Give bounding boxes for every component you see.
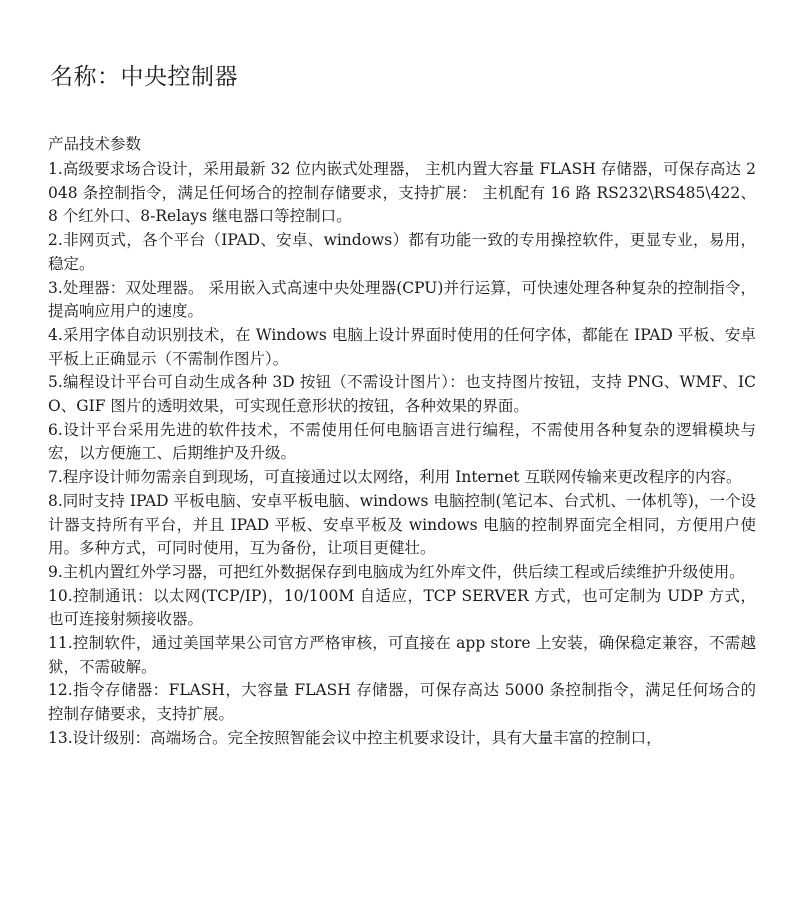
param-item: 3.处理器：双处理器。 采用嵌入式高速中央处理器(CPU)并行运算，可快速处理各种复杂的控制指令，提高响应用户的速度。 (48, 278, 756, 321)
param-item: 4.采用字体自动识别技术，在 Windows 电脑上设计界面时使用的任何字体，都能在 IPAD 平板、安卓平板上正确显示（不需制作图片）。 (48, 325, 756, 368)
param-item: 13.设计级别：高端场合。完全按照智能会议中控主机要求设计，具有大量丰富的控制口， (48, 728, 662, 747)
param-item: 6.设计平台采用先进的软件技术，不需使用任何电脑语言进行编程，不需使用各种复杂的逻辑模块与宏，以方便施工、后期维护及升级。 (48, 420, 756, 463)
param-list (48, 158, 756, 751)
param-item: 5.编程设计平台可自动生成各种 3D 按钮（不需设计图片）：也支持图片按钮，支持 PNG、WMF、ICO、GIF 图片的透明效果，可实现任意形状的按钮，各种效果的界面。 (48, 373, 756, 416)
page-title: 名称：中央控制器 (50, 64, 238, 90)
param-item: 11.控制软件，通过美国苹果公司官方严格审核，可直接在 app store 上安装，确保稳定兼容，不需越狱，不需破解。 (48, 634, 756, 676)
param-item: 1.高级要求场合设计，采用最新 32 位内嵌式处理器， 主机内置大容量 FLASH 存储器，可保存高达 2048 条控制指令，满足任何场合的控制存储要求，支持扩展： 主机配有 16 路 RS232\RS485\422、8 个红外口、8-Relays 继电器口等控制口。 (48, 160, 756, 226)
param-item: 12.指令存储器：FLASH，大容量 FLASH 存储器，可保存高达 5000 条控制指令，满足任何场合的控制存储要求，支持扩展。 (48, 681, 756, 724)
section-heading: 产品技术参数 (48, 135, 142, 153)
param-item: 2.非网页式，各个平台（IPAD、安卓、windows）都有功能一致的专用操控软件，更显专业，易用，稳定。 (48, 231, 756, 273)
param-item: 10.控制通讯：以太网(TCP/IP)，10/100M 自适应，TCP SERVER 方式，也可定制为 UDP 方式，也可连接射频接收器。 (48, 586, 756, 629)
document (48, 58, 756, 751)
param-item: 8.同时支持 IPAD 平板电脑、安卓平板电脑、windows 电脑控制(笔记本、台式机、一体机等)，一个设计器支持所有平台，并且 IPAD 平板、安卓平板及 windows 电脑的控制界面完全相同，方便用户使用。多种方式，可同时使用，互为备份，让项目更健壮。 (48, 491, 756, 558)
param-item: 9.主机内置红外学习器，可把红外数据保存到电脑成为红外库文件，供后续工程或后续维护升级使用。 (48, 562, 745, 581)
param-item: 7.程序设计师勿需亲自到现场，可直接通过以太网络，利用 Internet 互联网传输来更改程序的内容。 (48, 468, 742, 487)
